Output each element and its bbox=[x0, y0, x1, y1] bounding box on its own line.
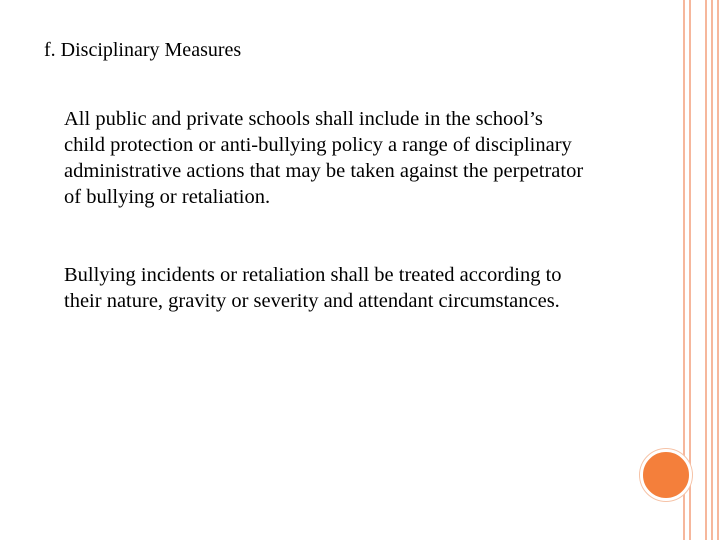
decorative-circle bbox=[640, 449, 692, 501]
paragraph-line: All public and private schools shall include in the school’s bbox=[64, 108, 543, 130]
frame-line bbox=[689, 0, 691, 540]
frame-line bbox=[705, 0, 707, 540]
paragraph-line: administrative actions that may be taken against the perpetrator bbox=[64, 160, 584, 182]
frame-line bbox=[711, 0, 713, 540]
paragraph-line: of bullying or retaliation. bbox=[64, 186, 271, 208]
paragraph-line: their nature, gravity or severity and attendant circumstances. bbox=[64, 290, 560, 312]
paragraph-disciplinary-actions bbox=[64, 106, 676, 210]
paragraph-line: child protection or anti-bullying policy a range of disciplinary bbox=[64, 134, 572, 156]
frame-line bbox=[717, 0, 719, 540]
paragraph-line: Bullying incidents or retaliation shall be treated according to bbox=[64, 264, 562, 286]
paragraph-treatment bbox=[64, 262, 676, 314]
section-heading: f. Disciplinary Measures bbox=[44, 39, 242, 61]
